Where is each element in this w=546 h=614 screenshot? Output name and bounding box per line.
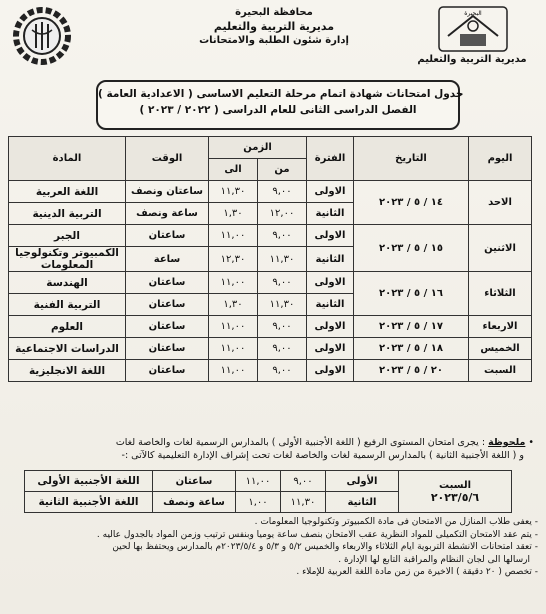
date-cell: ١٤ / ٥ / ٢٠٢٣ [354, 181, 469, 225]
title-line-2: الفصل الدراسى الثانى للعام الدراسى ( ٢٠٢٢ / ٢٠٢٣ ) [139, 104, 417, 116]
sub-period: الثانية [326, 492, 399, 513]
date-cell: ١٦ / ٥ / ٢٠٢٣ [354, 272, 469, 316]
period-cell: الاولى [307, 272, 354, 294]
from-cell: ٩,٠٠ [258, 360, 307, 382]
subject-cell: اللغة الانجليزية [9, 360, 126, 382]
sub-date: ٢٠٢٣/٥/٦ [430, 490, 480, 504]
period-cell: الثانية [307, 247, 354, 272]
ministry-logo-block [410, 4, 538, 74]
header-date: التاريخ [354, 137, 469, 181]
subject-cell: الكمبيوتر وتكنولوجيا المعلومات [9, 247, 126, 272]
duration-cell: ساعتان [126, 272, 209, 294]
table-row [9, 316, 532, 338]
period-cell: الاولى [307, 360, 354, 382]
duration-cell: ساعتان [126, 360, 209, 382]
header-to: الى [209, 159, 258, 181]
from-cell: ٩,٠٠ [258, 225, 307, 247]
footer-text-1: يعفى طلاب المنازل من الامتحان فى مادة الكمبيوتر وتكنولوجيا المعلومات . [254, 517, 532, 527]
ministry-logo-icon [438, 6, 508, 52]
from-cell: ١١,٣٠ [258, 247, 307, 272]
sub-day: السبت [438, 479, 472, 491]
to-cell: ١٢,٣٠ [209, 247, 258, 272]
from-cell: ٩,٠٠ [258, 338, 307, 360]
period-cell: الثانية [307, 294, 354, 316]
table-row [9, 272, 532, 294]
sub-duration: ساعتان [153, 471, 236, 492]
to-cell: ١١,٠٠ [209, 316, 258, 338]
subject-cell: اللغة العربية [9, 181, 126, 203]
header-from: من [258, 159, 307, 181]
subject-cell: العلوم [9, 316, 126, 338]
logo-caption: مديرية التربية والتعليم [417, 54, 527, 65]
sub-duration: ساعة ونصف [153, 492, 236, 513]
date-cell: ١٧ / ٥ / ٢٠٢٣ [354, 316, 469, 338]
duration-cell: ساعتان [126, 225, 209, 247]
governorate-label: محافظة البحيرة [235, 7, 313, 18]
sub-day-date-cell [399, 471, 512, 513]
duration-cell: ساعتان [126, 316, 209, 338]
title-line-1: جدول امتحانات شهادة اتمام مرحلة التعليم الاساسى ( الاعدادية العامة ) [98, 88, 464, 100]
duration-cell: ساعة ونصف [126, 203, 209, 225]
header-day: اليوم [469, 137, 532, 181]
to-cell: ١١,٠٠ [209, 225, 258, 247]
footer-notes [8, 516, 538, 579]
period-cell: الاولى [307, 181, 354, 203]
notes-block [8, 436, 534, 462]
period-cell: الثانية [307, 203, 354, 225]
table-row [25, 471, 512, 492]
subject-cell: الهندسة [9, 272, 126, 294]
footer-text-3: تعقد امتحانات الانشطة التربوية ايام الثلاثاء والاربعاء والخميس ٥/٢ و ٥/٣ و ٢٠٢٣/٥/٤م بالمدارس ويحتفظ بها لحين [112, 542, 532, 552]
footer-line-1: - يعفى طلاب المنازل من الامتحان فى مادة الكمبيوتر وتكنولوجيا المعلومات . [254, 517, 538, 527]
sub-to: ١,٠٠ [236, 492, 281, 513]
header-subject: المادة [9, 137, 126, 181]
logo-small-text: البحيرة [464, 10, 482, 17]
day-cell: الاحد [469, 181, 532, 225]
bullet-icon: • [528, 437, 534, 448]
duration-cell: ساعتان [126, 294, 209, 316]
table-header-row [9, 137, 532, 159]
duration-cell: ساعتان [126, 338, 209, 360]
to-cell: ١,٣٠ [209, 294, 258, 316]
footer-text-2: يتم عقد الامتحان التكميلى للمواد النظرية عقب الامتحان بنصف ساعة يوميا وبنفس ترتيب وزمن المواد بالجدول عاليه . [96, 529, 532, 540]
to-cell: ١,٣٠ [209, 203, 258, 225]
exam-schedule-table [8, 136, 532, 382]
directorate-label: مديرية التربية والتعليم [213, 20, 335, 33]
duration-cell: ساعة [126, 247, 209, 272]
to-cell: ١١,٠٠ [209, 338, 258, 360]
duration-cell: ساعتان ونصف [126, 181, 209, 203]
note-line-2: و ( اللغة الأجنبية الثانية ) بالمدارس الرسمية لغات والخاصة لغات تحت إشراف الإدارة التعليمية كالآتى :- [121, 450, 524, 461]
from-cell: ١٢,٠٠ [258, 203, 307, 225]
table-row [9, 181, 532, 203]
table-row [9, 338, 532, 360]
to-cell: ١١,٠٠ [209, 272, 258, 294]
table-row [9, 225, 532, 247]
sub-subject: اللغة الأجنبية الأولى [25, 471, 153, 492]
language-exam-table [24, 470, 512, 513]
header-period: الفترة [307, 137, 354, 181]
period-cell: الاولى [307, 316, 354, 338]
to-cell: ١١,٣٠ [209, 181, 258, 203]
header-time-group: الزمن [209, 137, 307, 159]
from-cell: ٩,٠٠ [258, 181, 307, 203]
from-cell: ٩,٠٠ [258, 272, 307, 294]
day-cell: الخميس [469, 338, 532, 360]
subject-cell: التربية الدينية [9, 203, 126, 225]
period-cell: الاولى [307, 225, 354, 247]
footer-text-5: تخصص ( ٢٠ دقيقة ) الاخيرة من زمن مادة اللغة العربية للإملاء . [296, 567, 532, 577]
period-cell: الاولى [307, 338, 354, 360]
date-cell: ١٨ / ٥ / ٢٠٢٣ [354, 338, 469, 360]
note-line-1 [8, 436, 534, 449]
header-text [196, 6, 352, 48]
footer-line-2: - يتم عقد الامتحان التكميلى للمواد النظرية عقب الامتحان بنصف ساعة يوميا وبنفس ترتيب وزمن المواد بالجدول عاليه . [96, 529, 538, 540]
sub-period: الأولى [326, 471, 399, 492]
header-duration: الوقت [126, 137, 209, 181]
from-cell: ٩,٠٠ [258, 316, 307, 338]
day-cell: السبت [469, 360, 532, 382]
subject-cell: التربية الفنية [9, 294, 126, 316]
emblem-icon [10, 4, 74, 68]
to-cell: ١١,٠٠ [209, 360, 258, 382]
subject-cell: الجبر [9, 225, 126, 247]
day-cell: الاثنين [469, 225, 532, 272]
title-box [96, 80, 464, 130]
sub-subject: اللغة الأجنبية الثانية [25, 492, 153, 513]
sub-from: ١١,٣٠ [281, 492, 326, 513]
subject-cell: الدراسات الاجتماعية [9, 338, 126, 360]
day-cell: الاربعاء [469, 316, 532, 338]
sub-from: ٩,٠٠ [281, 471, 326, 492]
table-row [9, 360, 532, 382]
date-cell: ١٥ / ٥ / ٢٠٢٣ [354, 225, 469, 272]
sub-to: ١١,٠٠ [236, 471, 281, 492]
day-cell: الثلاثاء [469, 272, 532, 316]
footer-line-4 [8, 554, 538, 567]
from-cell: ١١,٣٠ [258, 294, 307, 316]
date-cell: ٢٠ / ٥ / ٢٠٢٣ [354, 360, 469, 382]
footer-line-3: - تعقد امتحانات الانشطة التربوية ايام الثلاثاء والاربعاء والخميس ٥/٢ و ٥/٣ و ٢٠٢٣/٥/٤م بالمدارس ويحتفظ بها لحين [112, 542, 538, 552]
footer-text-4: ارسالها الى لجان النظام والمراقبة التابع لها الإدارة . [338, 554, 530, 565]
note-text-1: : يجرى امتحان المستوى الرفيع ( اللغة الأجنبية الأولى ) بالمدارس الرسمية لغات والخاصة لغات [115, 437, 486, 448]
department-label: إدارة شئون الطلبة والامتحانات [199, 35, 349, 46]
footer-line-5: - تخصص ( ٢٠ دقيقة ) الاخيرة من زمن مادة اللغة العربية للإملاء . [296, 567, 538, 577]
note-label: ملحوظة [488, 437, 526, 448]
